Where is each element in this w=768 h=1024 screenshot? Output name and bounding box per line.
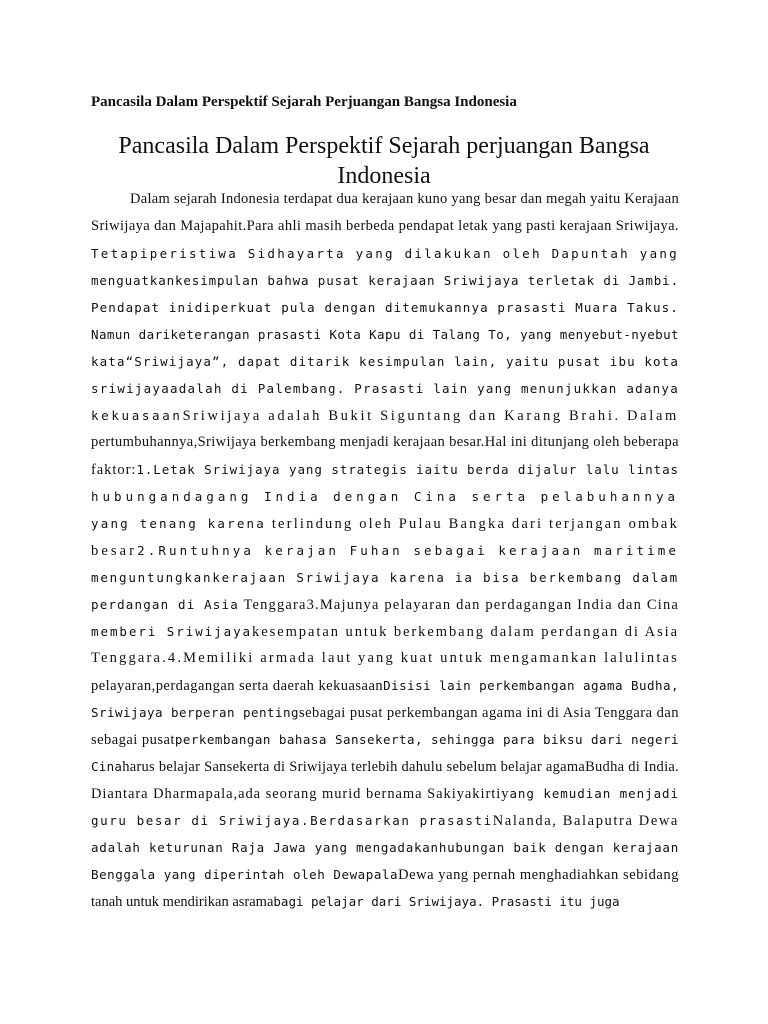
paragraph-line [91, 186, 691, 213]
text-segment: kata“Sriwijaya”, dapat ditarik kesimpulan lain, yaitu pusat ibu kota [91, 354, 679, 369]
text-segment: Dalam sejarah Indonesia terdapat dua kerajaan kuno yang besar dan megah yaitu Kerajaan [130, 191, 679, 207]
text-segment: Namun dariketerangan prasasti Kota Kapu di Talang To, yang menyebut-nyebut [91, 327, 679, 342]
paragraph-line [91, 348, 691, 375]
paragraph-line [91, 294, 691, 321]
text-segment: menguntungkankerajaan Sriwijaya karena ia bisa berkembang dalam [91, 570, 680, 585]
text-segment: Dewa yang pernah menghadiahkan sebidang [398, 867, 680, 883]
paragraph-line [91, 834, 691, 861]
paragraph-line [91, 645, 691, 672]
text-segment: 2.Runtuhnya kerajan Fuhan sebagai kerajaan maritime [137, 543, 680, 558]
paragraph-line [91, 888, 691, 915]
text-segment: tanah untuk mendirikan asrama [91, 894, 274, 910]
paragraph-line [91, 456, 691, 483]
text-segment: Tenggara3.Majunya pelayaran dan perdagangan India dan Cina [238, 597, 679, 613]
paragraph-line [91, 780, 691, 807]
text-segment: guru besar di Sriwijaya.Berdasarkan prasasti [91, 813, 493, 828]
text-segment: pertumbuhannya,Sriwijaya berkembang menjadi kerajaan besar.Hal ini ditunjang oleh beberapa [91, 434, 679, 450]
text-segment: pelayaran,perdagangan serta daerah kekuasaan [91, 678, 384, 694]
text-segment: bagi pelajar dari Sriwijaya. Prasasti itu juga [273, 894, 620, 909]
text-segment: Pendapat inidiperkuat pula dengan ditemukannya prasasti Muara Takus. [91, 300, 679, 315]
text-segment: Nalanda, Balaputra Dewa [492, 813, 679, 829]
paragraph-line [91, 213, 691, 240]
paragraph-line [91, 510, 691, 537]
paragraph-line [91, 375, 691, 402]
text-segment: besar [91, 543, 138, 559]
text-segment: Benggala yang diperintah oleh Dewapala [91, 867, 399, 882]
text-segment: sebagai pusat [91, 732, 175, 748]
text-segment: harus belajar Sansekerta di Sriwijaya terlebih dahulu sebelum belajar agamaBudha di India. [122, 759, 679, 775]
paragraph-line [91, 321, 691, 348]
body-text [91, 186, 691, 915]
paragraph-line [91, 591, 691, 618]
text-segment: Cina [91, 759, 123, 774]
text-segment: yang tenang karena [91, 516, 266, 531]
text-segment: terlindung oleh Pulau Bangka dari terjangan ombak [266, 516, 680, 532]
text-segment: sebagai pusat perkembangan agama ini di Asia Tenggara dan [298, 705, 679, 721]
text-segment: Diantara Dharmapala,ada seorang murid bernama Sakiyakirtiy [91, 786, 510, 802]
paragraph-line [91, 807, 691, 834]
text-segment: perdangan di Asia [91, 597, 239, 612]
text-segment: Sriwijaya adalah Bukit Siguntang dan Karang Brahi. Dalam [182, 408, 679, 424]
paragraph-line [91, 537, 691, 564]
paragraph-line [91, 861, 691, 888]
paragraph-line [91, 267, 691, 294]
text-segment: menguatkankesimpulan bahwa pusat kerajaan Sriwijaya terletak di Jambi. [91, 273, 679, 288]
document-title: Pancasila Dalam Perspektif Sejarah perjuangan Bangsa Indonesia [118, 133, 650, 189]
text-segment: perkembangan bahasa Sansekerta, sehingga para biksu dari negeri [174, 732, 680, 747]
text-segment: sriwijayaadalah di Palembang. Prasasti lain yang menunjukkan adanya [91, 381, 679, 396]
paragraph-line [91, 483, 691, 510]
text-segment: Sriwijaya berperan penting [91, 705, 299, 720]
text-segment: adalah keturunan Raja Jawa yang mengadakanhubungan baik dengan kerajaan [91, 840, 679, 855]
paragraph-line [91, 429, 691, 456]
text-segment: hubungandagang India dengan Cina serta pelabuhannya [91, 489, 680, 504]
text-segment: Disisi lain perkembangan agama Budha, [383, 678, 680, 693]
paragraph-line [91, 753, 691, 780]
text-segment: Tetapiperistiwa Sidhayarta yang dilakukan oleh Dapuntah yang [91, 246, 679, 261]
text-segment: ang kemudian menjadi [509, 786, 680, 801]
document-heading: Pancasila Dalam Perspektif Sejarah Perjuangan Bangsa Indonesia [91, 94, 517, 110]
text-segment: 1.Letak Sriwijaya yang strategis iaitu berda dijalur lalu lintas [136, 462, 680, 477]
paragraph-line [91, 726, 691, 753]
paragraph-line [91, 402, 691, 429]
paragraph-line [91, 564, 691, 591]
text-segment: Tenggara.4.Memiliki armada laut yang kuat untuk mengamankan lalulintas [91, 650, 679, 666]
text-segment: faktor: [91, 462, 137, 478]
text-segment: Sriwijaya dan Majapahit.Para ahli masih berbeda pendapat letak yang pasti kerajaan Sriwijaya. [91, 218, 679, 234]
paragraph-line [91, 618, 691, 645]
text-segment: kekuasaan [91, 408, 183, 423]
paragraph-line [91, 699, 691, 726]
paragraph-line [91, 240, 691, 267]
text-segment: kesempatan untuk berkembang dalam perdangan di Asia [252, 624, 680, 640]
text-segment: memberi Sriwijaya [91, 624, 253, 639]
paragraph-line [91, 672, 691, 699]
